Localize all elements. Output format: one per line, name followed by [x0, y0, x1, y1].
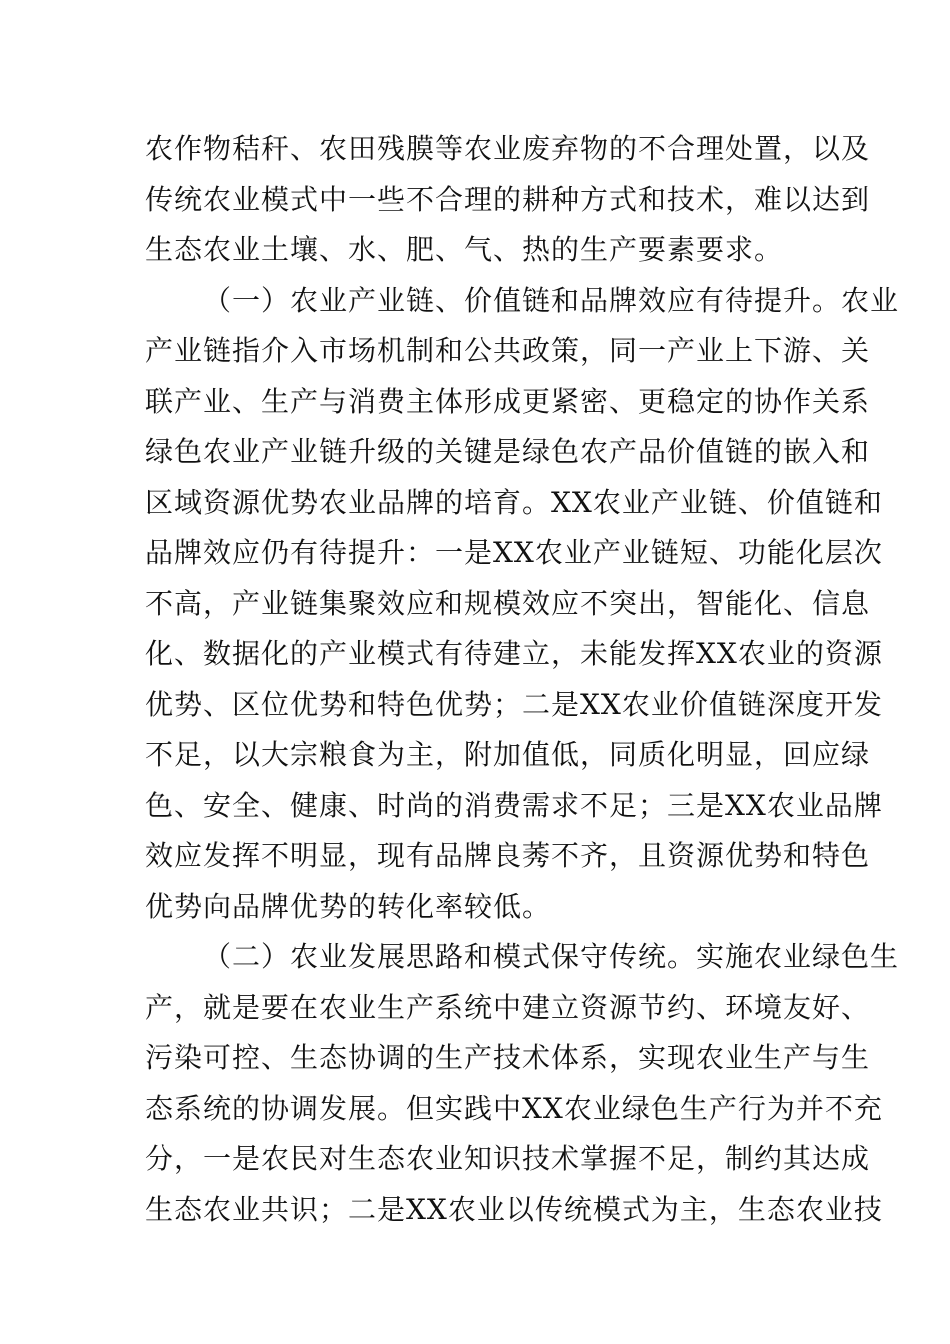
text-line: 产，就是要在农业生产系统中建立资源节约、环境友好、: [145, 990, 871, 1024]
text-line: 污染可控、生态协调的生产技术体系，实现农业生产与生: [145, 1041, 871, 1074]
text-line: 不高，产业链集聚效应和规模效应不突出，智能化、信息: [145, 586, 871, 620]
paragraph-heading-2: （二）农业发展思路和模式保守传统。实施农业绿色生: [203, 940, 900, 973]
text-line: 传统农业模式中一些不合理的耕种方式和技术，难以达到: [145, 182, 871, 216]
text-line: 色、安全、健康、时尚的消费需求不足；三是XX农业品牌: [145, 788, 883, 822]
text-line: 不足，以大宗粮食为主，附加值低，同质化明显，回应绿: [145, 738, 871, 771]
text-line: 生态农业土壤、水、肥、气、热的生产要素要求。: [145, 233, 784, 266]
text-line: 优势向品牌优势的转化率较低。: [145, 889, 552, 923]
text-line: 分，一是农民对生态农业知识技术掌握不足，制约其达成: [145, 1142, 871, 1175]
text-line: 化、数据化的产业模式有待建立，未能发挥XX农业的资源: [145, 637, 883, 670]
paragraph-heading-1: （一）农业产业链、价值链和品牌效应有待提升。农业: [203, 283, 900, 317]
text-line: 生态农业共识；二是XX农业以传统模式为主，生态农业技: [145, 1192, 883, 1226]
text-line: 效应发挥不明显，现有品牌良莠不齐，且资源优势和特色: [145, 839, 871, 872]
text-line: 产业链指介入市场机制和公共政策，同一产业上下游、关: [145, 334, 871, 367]
text-line: 绿色农业产业链升级的关键是绿色农产品价值链的嵌入和: [145, 435, 871, 468]
text-line: 农作物秸秆、农田残膜等农业废弃物的不合理处置，以及: [145, 132, 871, 165]
text-line: 区域资源优势农业品牌的培育。XX农业产业链、价值链和: [145, 485, 883, 519]
text-line: 联产业、生产与消费主体形成更紧密、更稳定的协作关系: [145, 384, 871, 418]
text-line: 态系统的协调发展。但实践中XX农业绿色生产行为并不充: [145, 1091, 883, 1125]
text-line: 品牌效应仍有待提升：一是XX农业产业链短、功能化层次: [145, 536, 883, 569]
document-body: [145, 124, 900, 1235]
text-line: 优势、区位优势和特色优势；二是XX农业价值链深度开发: [145, 687, 883, 721]
